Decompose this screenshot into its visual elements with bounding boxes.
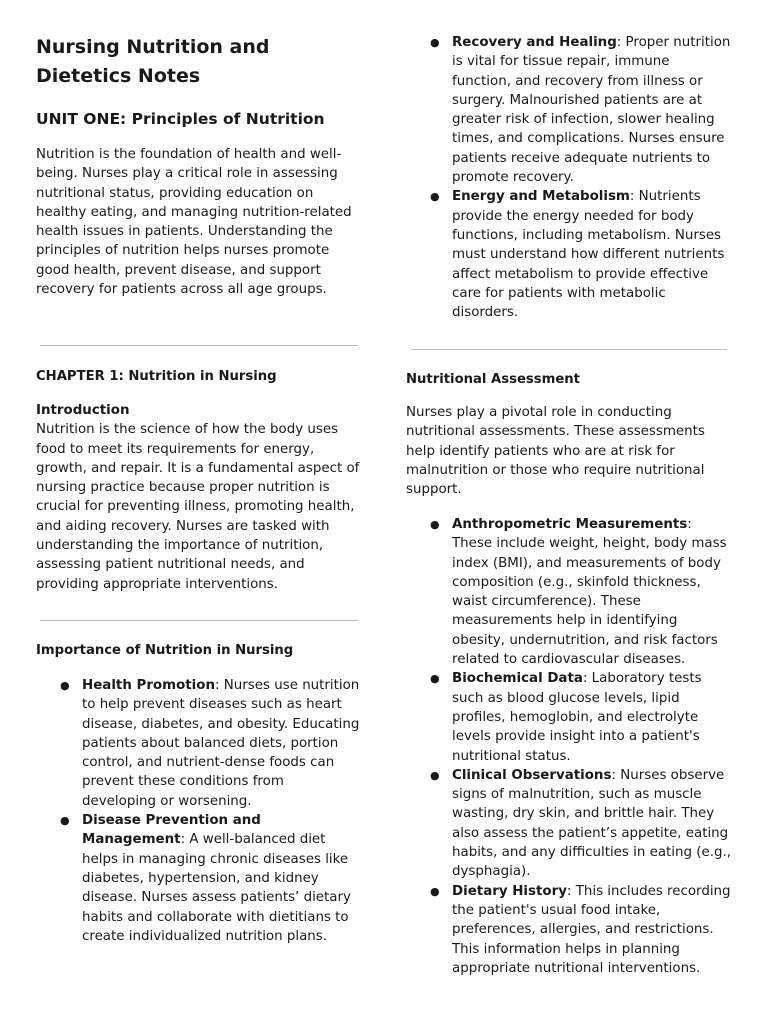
introduction-section [36, 401, 366, 594]
list-item-text: : Proper nutrition is vital for tissue repair, immune function, and recovery from illness or surgery. Malnourished patients are at greater risk of infection, slower healing times, and complications. Nurses ensure patients receive adequate nutrients to promote recovery. [452, 35, 731, 186]
list-item-term: Disease Prevention and Management [82, 813, 261, 848]
list-item-text: : This includes recording the patient's usual food intake, preferences, allergies, and restrictions. This information helps in planning appropriate nutritional interventions. [452, 883, 731, 976]
bullet-icon: ● [430, 190, 440, 204]
list-item-text: : Nutrients provide the energy needed for body functions, including metabolism. Nurses must understand how different nutrients affect metabolism to provide effective care for patients with metabolic disorders. [452, 189, 725, 321]
bullet-icon: ● [430, 884, 440, 898]
bullet-icon: ● [60, 814, 70, 828]
importance-heading: Importance of Nutrition in Nursing [36, 643, 294, 658]
bullet-icon: ● [430, 518, 440, 531]
list-item-term: Energy and Metabolism [452, 189, 630, 205]
list-item-text: : These include weight, height, body mass index (BMI), and measurements of body composition (e.g., skinfold thickness, waist circumference). These measurements help in identifying obesity, undernutrition, and risk factors related to cardiovascular diseases. [452, 517, 727, 668]
unit-title: UNIT ONE: Principles of Nutrition [36, 110, 325, 128]
document-title: Nursing Nutrition and Dietetics Notes [36, 36, 270, 87]
list-item-term: Biochemical Data [452, 671, 583, 687]
assessment-list [406, 515, 732, 978]
list-item [406, 187, 732, 322]
list-item-term: Health Promotion [82, 678, 216, 693]
section-divider [411, 349, 727, 350]
introduction-heading: Introduction [36, 403, 130, 418]
list-item [406, 33, 732, 187]
list-item [406, 766, 732, 882]
importance-list-part-2 [406, 33, 732, 322]
unit-intro-paragraph: Nutrition is the foundation of health and well-being. Nurses play a critical role in assessing nutritional status, providing education on healthy eating, and managing nutrition-related health issues in patients. Understanding the principles of nutrition helps nurses promote good health, prevent disease, and support recovery for patients across all age groups. [36, 147, 352, 298]
assessment-intro: Nurses play a pivotal role in conducting nutritional assessments. These assessments help identify patients who are at risk for malnutrition or those who require nutritional support. [406, 405, 705, 498]
list-item-text: : Laboratory tests such as blood glucose levels, lipid profiles, hemoglobin, and electrolyte levels provide insight into a patient's nutritional status. [452, 671, 702, 764]
importance-list-part-1 [36, 676, 360, 946]
list-item-term: Dietary History [452, 883, 567, 899]
list-item-text: : Nurses observe signs of malnutrition, such as muscle wasting, dry skin, and brittle hair. They also assess the patient’s appetite, eating habits, and any difficulties in eating (e.g., dysphagia). [452, 767, 732, 880]
chapter-title: CHAPTER 1: Nutrition in Nursing [36, 369, 277, 384]
list-item-term: Anthropometric Measurements [452, 517, 688, 532]
section-divider [40, 620, 358, 621]
introduction-text: Nutrition is the science of how the body uses food to meet its requirements for energy, growth, and repair. It is a fundamental aspect of nursing practice because proper nutrition is crucial for preventing illness, promoting health, and aiding recovery. Nurses are tasked with understanding the importance of nutrition, assessing patient nutritional needs, and providing appropriate interventions. [36, 422, 360, 592]
list-item-term: Clinical Observations [452, 767, 612, 783]
list-item [406, 882, 732, 978]
section-divider [40, 345, 358, 346]
list-item [406, 669, 732, 765]
list-item-text: : A well-balanced diet helps in managing chronic diseases like diabetes, hypertension, and kidney disease. Nurses assess patients’ dietary habits and collaborate with dietitians to create individualized nutrition plans. [82, 832, 351, 944]
bullet-icon: ● [60, 679, 70, 692]
bullet-icon: ● [430, 672, 440, 686]
list-item-term: Recovery and Healing [452, 35, 617, 50]
bullet-icon: ● [430, 36, 440, 49]
list-item [406, 515, 732, 669]
assessment-heading: Nutritional Assessment [406, 372, 580, 387]
list-item [36, 811, 360, 946]
list-item [36, 676, 360, 811]
list-item-text: : Nurses use nutrition to help prevent diseases such as heart disease, diabetes, and obesity. Educating patients about balanced diets, portion control, and nutrient-dense foods can prevent these conditions from developing or worsening. [82, 678, 360, 809]
bullet-icon: ● [430, 768, 440, 782]
